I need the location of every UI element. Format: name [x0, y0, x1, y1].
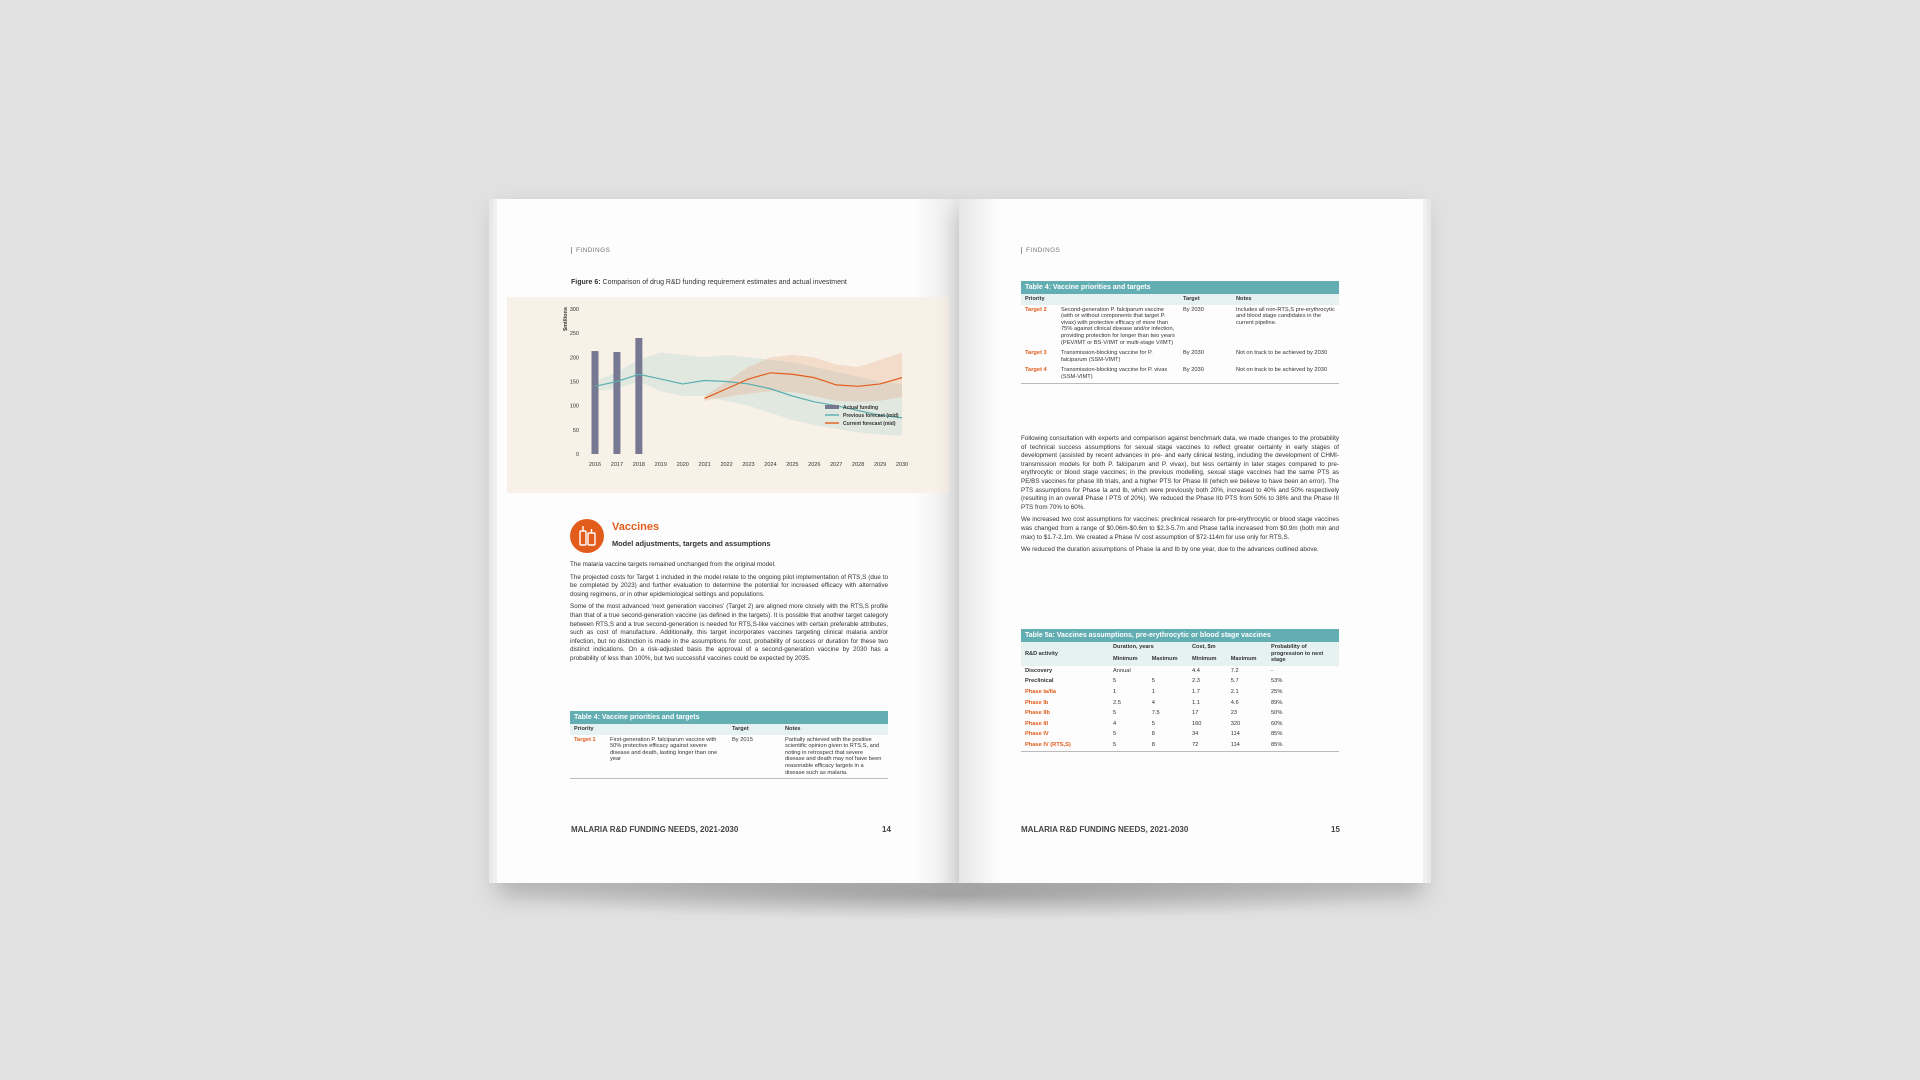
duration-min-cell: 5 — [1113, 731, 1117, 738]
duration-max-cell: 4 — [1151, 699, 1155, 706]
cost-max-cell: 4.6 — [1230, 699, 1239, 706]
header-target: Target — [1179, 294, 1232, 305]
legend-swatch — [825, 405, 839, 409]
target-cell: By 2015 — [732, 736, 753, 743]
probability-cell: 25% — [1271, 688, 1283, 695]
funding-chart — [507, 297, 949, 493]
y-tick-label: 100 — [569, 403, 579, 410]
table-title: Table 5a: Vaccines assumptions, pre-erythrocytic or blood stage vaccines — [1021, 629, 1339, 642]
cost-max-cell: 2.1 — [1230, 688, 1239, 695]
x-tick-label: 2028 — [852, 462, 865, 468]
section-subtitle: Model adjustments, targets and assumptions — [612, 539, 771, 548]
chart-panel — [507, 297, 949, 493]
y-tick-label: 300 — [569, 307, 579, 313]
cost-min-cell: 160 — [1191, 720, 1202, 727]
duration-max-cell: 1 — [1151, 688, 1155, 695]
table-row — [1021, 365, 1339, 383]
section-header: FINDINGS — [1021, 247, 1060, 254]
header-priority: Priority — [1021, 294, 1179, 305]
x-tick-label: 2018 — [632, 462, 645, 468]
section-title: Vaccines — [612, 521, 660, 533]
header-max: Maximum — [1227, 654, 1267, 666]
funding-bar — [592, 351, 599, 454]
table-title: Table 4: Vaccine priorities and targets — [1021, 281, 1339, 294]
header-notes: Notes — [1232, 294, 1339, 305]
vaccine-icon — [570, 519, 604, 553]
legend-label: Previous forecast (mid) — [843, 413, 899, 419]
x-tick-label: 2020 — [676, 462, 689, 468]
x-tick-label: 2024 — [764, 462, 777, 468]
cost-min-cell: 1.1 — [1191, 699, 1200, 706]
paragraph: Following consultation with experts and comparison against benchmark data, we made changes to the probability of technical success assumptions for sexual stage vaccines to reflect greater certainty in early stages of development (assisted by recent advances in pre- and early clinical testing, including the development of CHMI-transmission models for both P. falciparum and P. vivax), but less certainty in later stages compared to pre-erythrocytic or blood stage vaccines; in the previous modelling, sexual stage vaccines had the same PTS as PE/BS vaccines for phase IIb trials, and a higher PTS for Phase III (which we believe to have been an error). The PTS assumptions for Phase Ia and Ib, which were previously both 20%, increased to 40% and 50% respectively (resulting in an overall Phase I PTS of 20%). We reduced the Phase IIb PTS from 50% to 38% and the Phase III PTS from 70% to 60%. — [1021, 435, 1339, 511]
cost-max-cell: 320 — [1230, 720, 1241, 727]
y-axis-label: $millions — [563, 307, 569, 331]
activity-cell: Discovery — [1025, 667, 1053, 674]
figure-caption — [571, 279, 847, 286]
table4-left — [570, 711, 888, 779]
target-cell: By 2030 — [1183, 306, 1204, 313]
probability-cell: - — [1271, 667, 1273, 674]
header-min: Minimum — [1188, 654, 1227, 666]
x-tick-label: 2029 — [873, 462, 887, 468]
duration-min-cell: 1 — [1113, 688, 1117, 695]
footer-title: MALARIA R&D FUNDING NEEDS, 2021-2030 — [571, 825, 739, 834]
table-row — [1021, 348, 1339, 365]
table-row — [1021, 740, 1339, 751]
table-header-row — [1021, 642, 1339, 654]
cost-max-cell: 114 — [1230, 731, 1240, 738]
funding-bar — [613, 352, 620, 454]
table-row — [570, 735, 888, 779]
right-body-text — [1021, 435, 1339, 559]
notes-cell: Includes all non-RTS,S pre-erythrocytic and blood stage candidates in the current pipeline. — [1236, 306, 1335, 326]
paragraph: The projected costs for Target 1 included in the model relate to the ongoing pilot implementation of RTS,S (due to be completed by 2023) and further evaluation to determine the potential for increased efficacy with alternative dosing regimens, or in other epidemiological settings and populations. — [570, 573, 888, 598]
cost-min-cell: 4.4 — [1191, 667, 1200, 674]
cost-min-cell: 34 — [1191, 731, 1199, 738]
activity-cell: Preclinical — [1025, 678, 1054, 685]
probability-cell: 50% — [1271, 710, 1283, 717]
header-max: Maximum — [1148, 654, 1188, 666]
priority-desc: Second-generation P. falciparum vaccine (with or without components that target P. vivax) with protective efficacy of more than 75% against clinical disease and/or infection, providing protection for longer than two years (PEV/IMT or BS-V/IMT or multi-stage V/IMT) — [1061, 306, 1175, 346]
legend-label: Actual funding — [843, 405, 878, 411]
duration-min-cell: 5 — [1113, 678, 1117, 685]
header-target: Target — [728, 724, 781, 735]
activity-cell: Phase Ia/IIa — [1025, 688, 1056, 695]
duration-min-cell: 5 — [1113, 710, 1117, 717]
paragraph: We increased two cost assumptions for vaccines: preclinical research for pre-erythrocytic or blood stage vaccines was changed from a range of $0.06m-$0.6m to $2.3-5.7m and Phase Ia/IIa increased from $0.9m (both min and max) to $1.7-2.1m. We created a Phase IV cost assumption of $72-114m for use only for RTS,S. — [1021, 516, 1339, 541]
priority-desc: Transmission-blocking vaccine for P. falciparum (SSM-VIMT) — [1061, 350, 1153, 363]
paragraph: We reduced the duration assumptions of Phase Ia and Ib by one year, due to the advances outlined above. — [1021, 546, 1319, 554]
table-row — [1021, 719, 1339, 730]
header-cost: Cost, $m — [1188, 642, 1267, 654]
header-notes: Notes — [781, 724, 888, 735]
x-tick-label: 2022 — [720, 462, 733, 468]
duration-min-cell: Annual — [1113, 667, 1131, 674]
activity-cell: Phase IV — [1025, 731, 1049, 738]
table-row — [1021, 666, 1339, 677]
cost-max-cell: 23 — [1230, 710, 1238, 717]
x-tick-label: 2025 — [786, 462, 799, 468]
cost-min-cell: 17 — [1191, 710, 1199, 717]
duration-max-cell: 8 — [1151, 731, 1155, 738]
cost-max-cell: 5.7 — [1230, 678, 1239, 685]
y-tick-label: 200 — [569, 355, 579, 362]
x-tick-label: 2027 — [830, 462, 843, 468]
priority-label: Target 4 — [1025, 367, 1047, 374]
activity-cell: Phase IIb — [1025, 710, 1050, 717]
page-number: 14 — [882, 825, 891, 834]
target-cell: By 2030 — [1183, 350, 1204, 357]
y-tick-label: 250 — [569, 331, 579, 338]
legend-label: Current forecast (mid) — [843, 421, 896, 427]
activity-cell: Phase Ib — [1025, 699, 1049, 706]
cost-min-cell: 1.7 — [1191, 688, 1200, 695]
duration-max-cell: 5 — [1151, 678, 1155, 685]
footer-title: MALARIA R&D FUNDING NEEDS, 2021-2030 — [1021, 825, 1189, 834]
right-page — [959, 199, 1423, 883]
x-tick-label: 2016 — [588, 462, 602, 468]
table-row — [1021, 729, 1339, 740]
figure-caption-text: Comparison of drug R&D funding requirement estimates and actual investment — [602, 279, 847, 286]
duration-max-cell: 8 — [1151, 741, 1155, 748]
header-priority: Priority — [570, 724, 728, 735]
notes-cell: Not on track to be achieved by 2030 — [1236, 367, 1328, 374]
duration-min-cell: 5 — [1113, 741, 1117, 748]
priority-label: Target 2 — [1025, 306, 1047, 313]
priority-label: Target 3 — [1025, 350, 1047, 357]
table-row — [1021, 305, 1339, 349]
header-min: Minimum — [1109, 654, 1148, 666]
left-page — [497, 199, 961, 883]
left-body-text — [570, 561, 888, 668]
x-tick-label: 2030 — [895, 462, 909, 468]
duration-min-cell: 4 — [1113, 720, 1117, 727]
table-row — [1021, 708, 1339, 719]
activity-cell: Phase III — [1025, 720, 1049, 727]
x-tick-label: 2019 — [654, 462, 667, 468]
target-cell: By 2030 — [1183, 367, 1204, 374]
probability-cell: 53% — [1271, 678, 1283, 685]
figure-label: Figure 6: — [571, 279, 601, 286]
y-tick-label: 50 — [572, 427, 579, 434]
duration-min-cell: 2.5 — [1113, 699, 1121, 706]
priority-desc: First-generation P. falciparum vaccine with 50% protective efficacy against severe disease and death, lasting longer than one year — [610, 736, 718, 763]
table-header-row — [570, 724, 888, 735]
paragraph: The malaria vaccine targets remained unchanged from the original model. — [570, 561, 776, 568]
header-duration: Duration, years — [1109, 642, 1188, 654]
cost-min-cell: 2.3 — [1191, 678, 1200, 685]
x-tick-label: 2026 — [808, 462, 821, 468]
paragraph: Some of the most advanced ‘next generation vaccines’ (Target 2) are aligned more closely with the RTS,S profile than that of a true second-generation vaccine (as defined in the targets). It is possible that another target category between RTS,S and a true second-generation is needed for RTS,S-like vaccines with certain preferable attributes, such as cost of manufacture. Additionally, this target incorporates vaccines targeting clinical malaria and/or infection, but no distinction is made in the assumptions for cost, probability of success or duration for these two distinct indications. On a risk-adjusted basis the approval of a second-generation vaccine by 2030 has a probability of less than 100%, but two successful vaccines could be expected by 2035. — [570, 603, 888, 662]
probability-cell: 85% — [1271, 741, 1283, 748]
notes-cell: Partially achieved with the positive scientific opinion given to RTS,S, and noting in retrospect that severe disease and death may not have been reasonable efficacy targets in a disease such as malaria. — [785, 736, 882, 776]
cost-max-cell: 7.2 — [1230, 667, 1239, 674]
table-row — [1021, 698, 1339, 709]
table-row — [1021, 676, 1339, 687]
table4-right — [1021, 281, 1339, 384]
y-tick-label: 0 — [575, 452, 579, 458]
x-tick-label: 2017 — [610, 462, 624, 468]
y-tick-label: 150 — [569, 379, 579, 386]
x-tick-label: 2023 — [742, 462, 755, 468]
priority-label: Target 1 — [574, 736, 596, 743]
activity-cell: Phase IV (RTS,S) — [1025, 741, 1071, 748]
table-title: Table 4: Vaccine priorities and targets — [570, 711, 888, 724]
table5a — [1021, 629, 1339, 752]
priority-desc: Transmission-blocking vaccine for P. vivax (SSM-VIMT) — [1061, 367, 1168, 380]
header-activity: R&D activity — [1021, 642, 1109, 666]
page-number: 15 — [1331, 825, 1340, 834]
funding-bar — [635, 338, 642, 454]
probability-cell: 85% — [1271, 731, 1283, 738]
cost-min-cell: 72 — [1191, 741, 1199, 748]
probability-cell: 89% — [1271, 699, 1283, 706]
duration-max-cell: 5 — [1151, 720, 1155, 727]
duration-max-cell: 7.5 — [1151, 710, 1160, 717]
header-probability: Probability of progression to next stage — [1267, 642, 1339, 666]
section-header: FINDINGS — [571, 247, 610, 254]
table-header-row — [1021, 294, 1339, 305]
x-tick-label: 2021 — [698, 462, 711, 468]
table-row — [1021, 687, 1339, 698]
notes-cell: Not on track to be achieved by 2030 — [1236, 350, 1328, 357]
duration-max-cell — [1148, 666, 1188, 677]
probability-cell: 60% — [1271, 720, 1283, 727]
cost-max-cell: 114 — [1230, 741, 1240, 748]
